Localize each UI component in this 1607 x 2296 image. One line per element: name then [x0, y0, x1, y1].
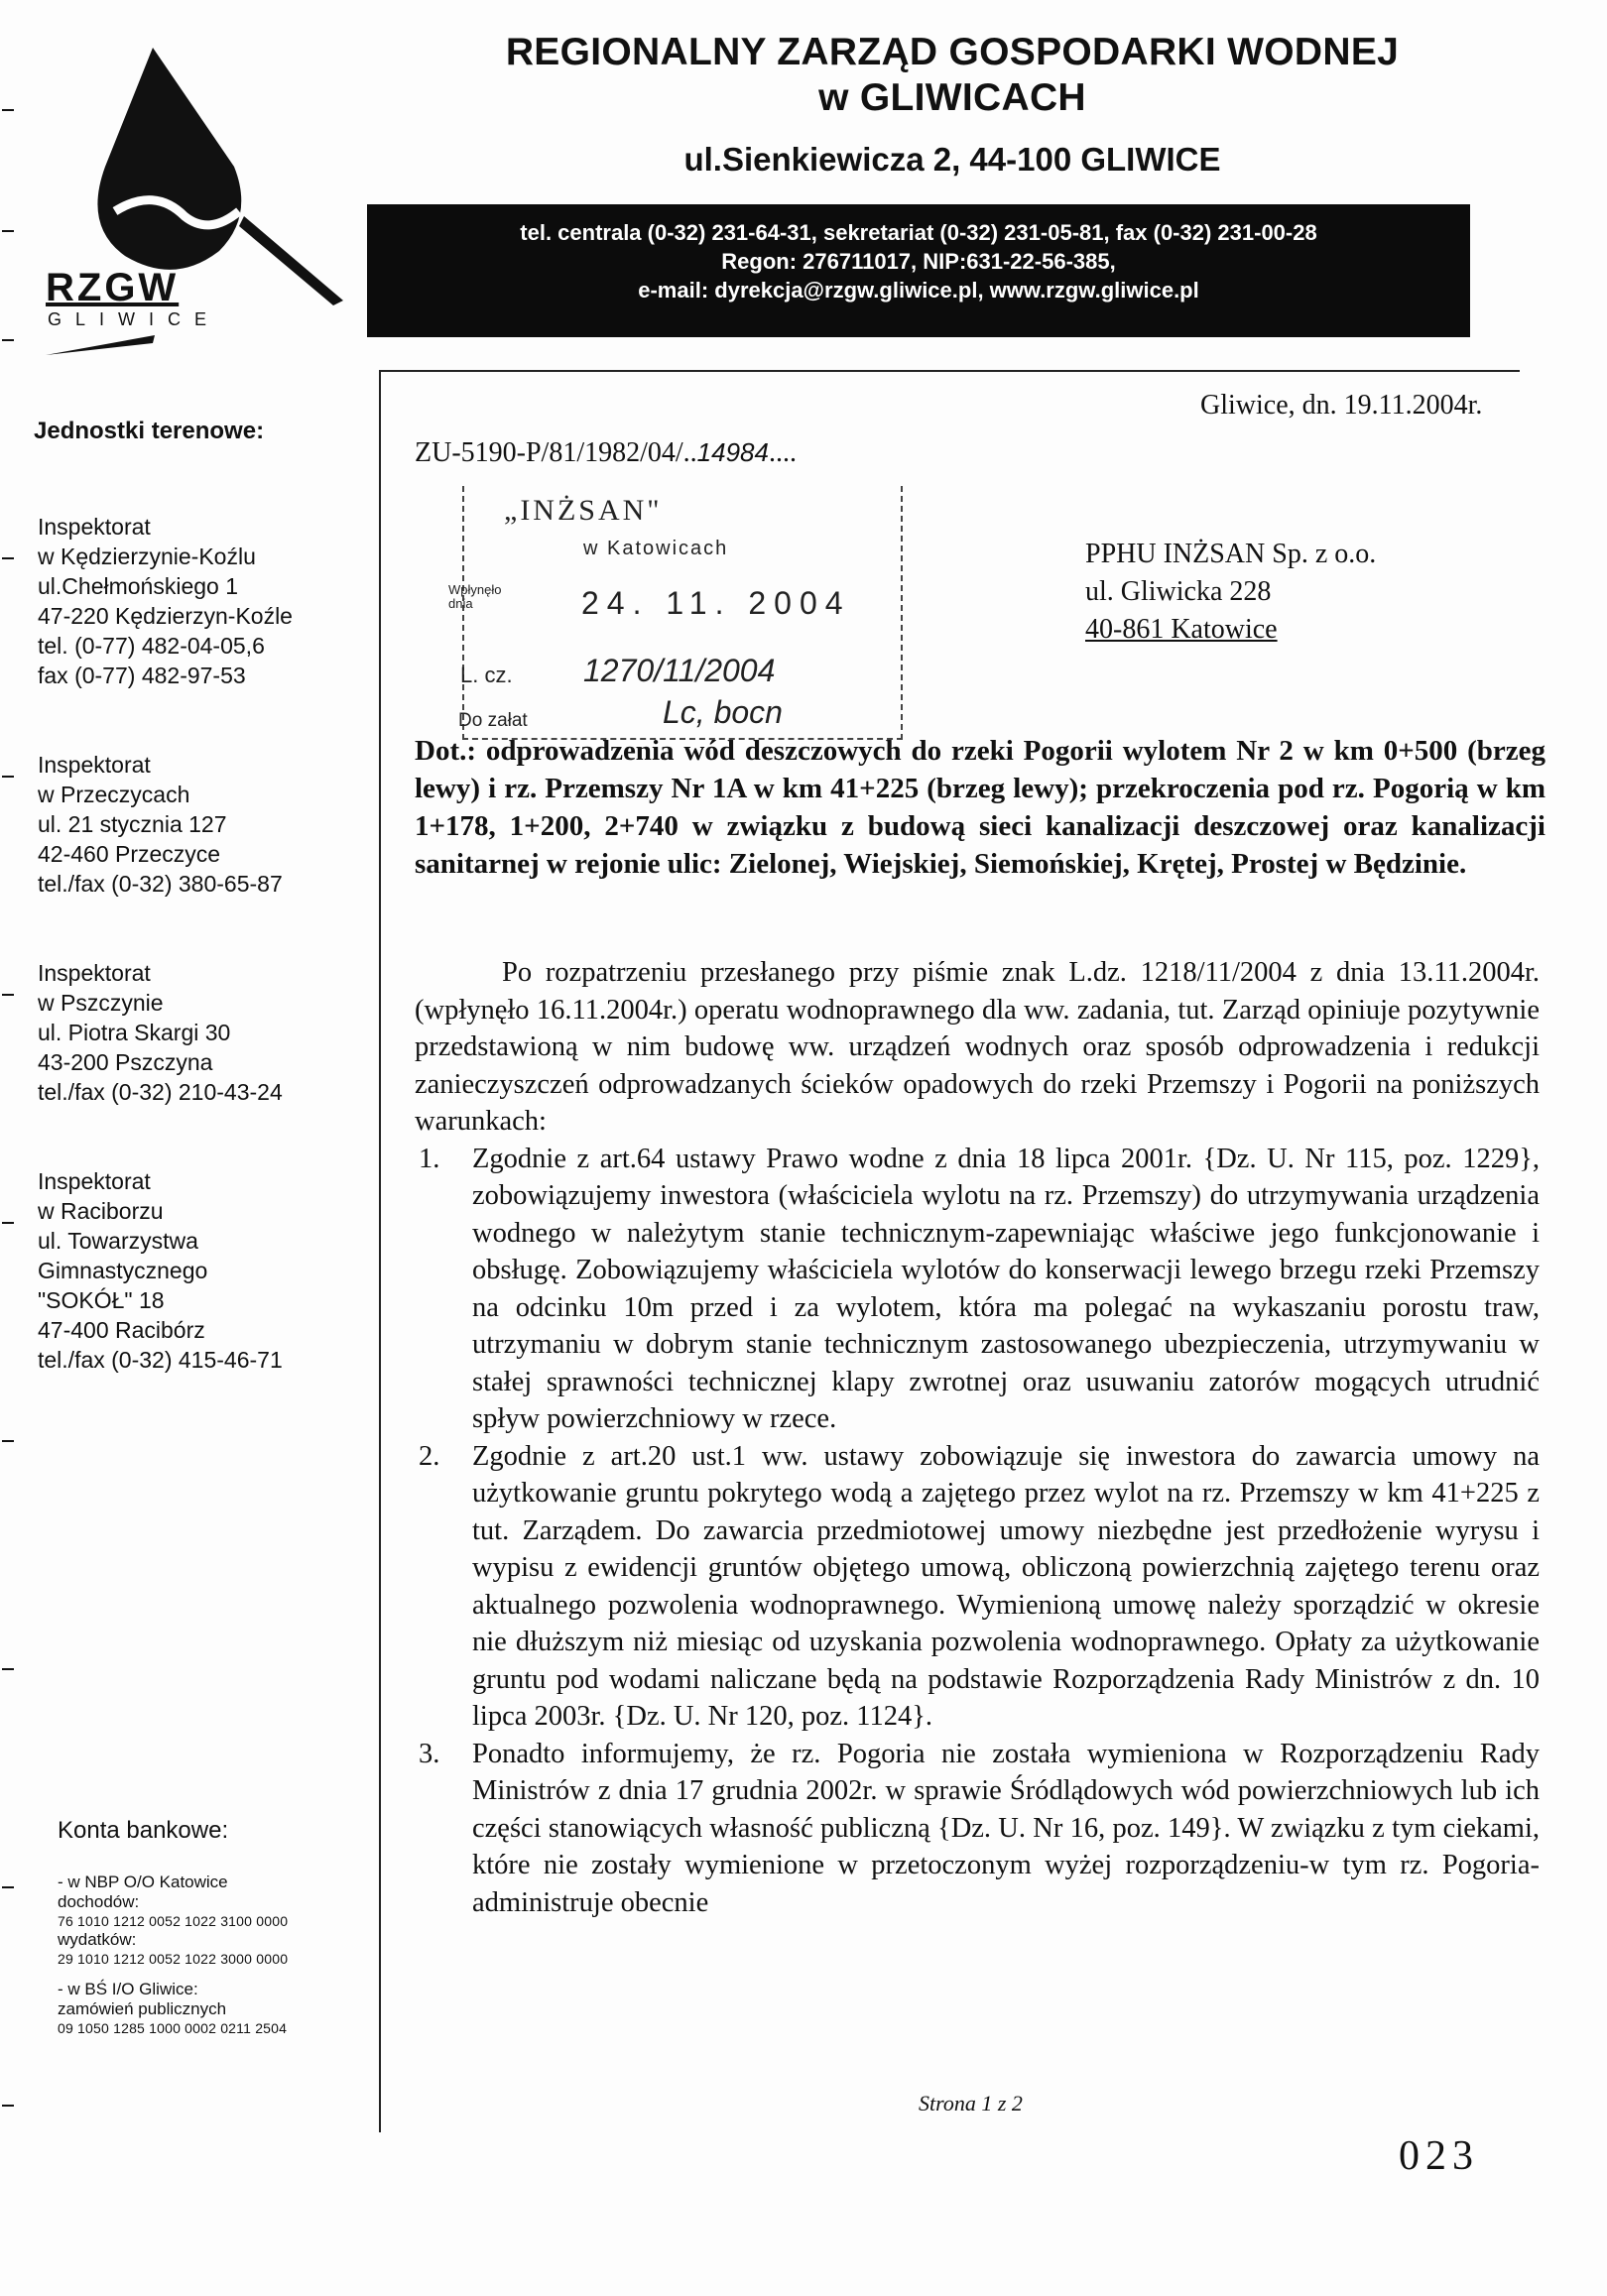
organization-address: ul.Sienkiewicza 2, 44-100 GLIWICE — [683, 141, 1221, 178]
unit-line: Gimnastycznego — [38, 1258, 208, 1283]
reference-dots: .... — [768, 437, 797, 468]
bank-expense-number: 29 1010 1212 0052 1022 3000 0000 — [58, 1951, 289, 1967]
bank-nbp-label: - w NBP O/O Katowice — [58, 1873, 228, 1891]
unit-line: 47-400 Racibórz — [38, 1317, 205, 1343]
sheet-number: 023 — [1399, 2133, 1479, 2179]
stamp-received-date: 24. 11. 2004 — [581, 585, 851, 621]
margin-mark — [2, 557, 14, 559]
recipient-address — [1085, 536, 1376, 649]
margin-mark — [2, 1886, 14, 1888]
unit-line: fax (0-77) 482-97-53 — [38, 663, 246, 688]
frame-top-line — [379, 370, 1520, 372]
unit-line: w Raciborzu — [38, 1198, 164, 1224]
condition-text: Zgodnie z art.20 ust.1 ww. ustawy zobowiązuje się inwestora do zawarcia umowy na użytkowanie gruntu pokrytego wodą a zajętego przez wylot na rz. Przemszy w km 41+225 z tut. Zarządem. Do zawarcia przedmiotowej umowy niezbędne jest przedłożenie wyrysu i wypisu z ewidencji gruntów objętego umową, obliczoną powierzchnią zajętego terenu oraz aktualnego pozwolenia wodnoprawnego. Wymienioną umowę należy sporządzić w okresie nie dłuższym niż miesiąc od uzyskania pozwolenia wodnoprawnego. Opłaty za użytkowanie gruntu pod wodami naliczane będą na podstawie Rozporządzenia Rady Ministrów z dn. 10 lipca 2003r. {Dz. U. Nr 120, poz. 1124}. — [472, 1440, 1540, 1732]
margin-mark — [2, 109, 14, 111]
bank-income-label: dochodów: — [58, 1892, 140, 1911]
condition-text: Ponadto informujemy, że rz. Pogoria nie została wymieniona w Rozporządzeniu Rady Ministrów z dnia 17 grudnia 2002r. w sprawie Śródlądowych wód powierzchniowych lub ich części stanowiących własność publiczną {Dz. U. Nr 16, poz. 149}. W związku z tym ciekami, które nie zostały wymienione w przetoczonym wyżej rozporządzeniu-w tym rz. Pogoria-administruje obecnie — [472, 1738, 1540, 1918]
contact-phones: tel. centrala (0-32) 231-64-31, sekretariat (0-32) 231-05-81, fax (0-32) 231-00-28 — [520, 220, 1317, 245]
unit-line: tel. (0-77) 482-04-05,6 — [38, 633, 265, 659]
stamp-attachments-label: Do załat — [458, 710, 528, 731]
subject-text: odprowadzenia wód deszczowych do rzeki Pogorii wylotem Nr 2 w km 0+500 (brzeg lewy) i rz. Przemszy Nr 1A w km 41+225 (brzeg lewy); przekroczenia pod rz. Pogorią w km 1+178, 1+200, 2+740 w związku z budową sieci kanalizacji deszczowej oraz kanalizacji sanitarnej w rejonie ulic: Zielonej, Wiejskiej, Siemońskiej, Krętej, Prostej w Będzinie. — [415, 735, 1546, 880]
margin-mark — [2, 1222, 14, 1224]
margin-mark — [2, 776, 14, 778]
stamp-received-label: Wpłynęło dnia — [448, 582, 502, 611]
stamp-company: „INŻSAN" — [504, 494, 663, 527]
logo-subtext: GLIWICE — [48, 309, 221, 329]
frame-left-line — [379, 372, 381, 2132]
unit-line: ul. Piotra Skargi 30 — [38, 1020, 231, 1045]
unit-line: 47-220 Kędzierzyn-Koźle — [38, 603, 293, 629]
stamp-attachments-value: Lc, bocn — [663, 694, 783, 730]
unit-pszczyna — [38, 958, 365, 1107]
unit-line: 43-200 Pszczyna — [38, 1049, 213, 1075]
bank-accounts — [58, 1817, 375, 2037]
bank-bs-purpose: zamówień publicznych — [58, 1999, 227, 2018]
margin-mark — [2, 230, 14, 232]
bank-title: Konta bankowe: — [58, 1817, 229, 1844]
recipient-line: 40-861 Katowice — [1085, 614, 1278, 645]
reference-number — [415, 437, 797, 469]
unit-line: ul. 21 stycznia 127 — [38, 811, 227, 837]
reference-text: ZU-5190-P/81/1982/04/.. — [415, 437, 697, 468]
recipient-line: PPHU INŻSAN Sp. z o.o. — [1085, 539, 1377, 569]
condition-item — [415, 1141, 1540, 1438]
place-date: Gliwice, dn. 19.11.2004r. — [1200, 390, 1483, 421]
unit-line: "SOKÓŁ" 18 — [38, 1287, 165, 1313]
letter-subject — [415, 732, 1545, 883]
condition-item — [415, 1736, 1540, 1922]
unit-line: tel./fax (0-32) 380-65-87 — [38, 871, 283, 897]
unit-line: tel./fax (0-32) 415-46-71 — [38, 1347, 283, 1373]
letter-body — [415, 954, 1540, 1921]
unit-line: 42-460 Przeczyce — [38, 841, 221, 867]
unit-line: w Kędzierzynie-Koźlu — [38, 544, 256, 569]
organization-name-line1: REGIONALNY ZARZĄD GOSPODARKI WODNEJ — [505, 31, 1400, 73]
sidebar-title: Jednostki terenowe: — [34, 418, 265, 444]
margin-mark — [2, 2105, 14, 2107]
unit-line: ul. Towarzystwa — [38, 1228, 198, 1254]
margin-mark — [2, 1440, 14, 1442]
bank-bs-number: 09 1050 1285 1000 0002 0211 2504 — [58, 2020, 288, 2036]
conditions-list — [415, 1141, 1540, 1922]
contact-ids: Regon: 276711017, NIP:631-22-56-385, — [721, 249, 1116, 274]
bank-income-number: 76 1010 1212 0052 1022 3100 0000 — [58, 1913, 289, 1929]
bank-expense-label: wydatków: — [58, 1930, 137, 1949]
unit-line: tel./fax (0-32) 210-43-24 — [38, 1079, 283, 1105]
condition-number: 3. — [419, 1738, 440, 1769]
contact-bar — [367, 204, 1470, 337]
unit-raciborz — [38, 1166, 365, 1375]
unit-line: Inspektorat — [38, 960, 151, 986]
unit-line: Inspektorat — [38, 514, 151, 540]
unit-przeczyce — [38, 750, 365, 899]
organization-name — [436, 30, 1468, 121]
margin-mark — [2, 339, 14, 341]
condition-number: 1. — [419, 1143, 440, 1174]
unit-line: w Przeczycach — [38, 782, 190, 807]
logo-text: RZGW — [46, 266, 180, 309]
organization-name-line2: w GLIWICACH — [818, 76, 1086, 119]
condition-item — [415, 1438, 1540, 1736]
margin-mark — [2, 1668, 14, 1670]
contact-web: e-mail: dyrekcja@rzgw.gliwice.pl, www.rzgw.gliwice.pl — [638, 278, 1199, 302]
unit-kedzierzyn — [38, 512, 365, 690]
bank-bs-label: - w BŚ I/O Gliwice: — [58, 1980, 198, 1998]
condition-text: Zgodnie z art.64 ustawy Prawo wodne z dnia 18 lipca 2001r. {Dz. U. Nr 115, poz. 1229}, zobowiązujemy inwestora (właściciela wylotu na rz. Przemszy) do utrzymywania urządzenia wodnego w należytym stanie technicznym-zapewniając właściwe jego funkcjonowanie i obsługę. Zobowiązujemy właściciela wylotów do konserwacji lewego brzegu rzeki Przemszy na odcinku 10m przed i za wylotem, która ma polegać na wykaszaniu porostu traw, utrzymaniu w dobrym stanie technicznym zastosowanego ubezpieczenia, utrzymywaniu w stałej sprawności technicznej klapy zwrotnej oraz usuwaniu zatorów mogących utrudnić spływ powierzchniowy w rzece. — [472, 1143, 1540, 1434]
unit-line: ul.Chełmońskiego 1 — [38, 573, 239, 599]
sidebar-units — [34, 417, 365, 1434]
stamp-lcz-value: 1270/11/2004 — [583, 653, 776, 688]
unit-line: Inspektorat — [38, 1168, 151, 1194]
subject-label: Dot.: — [415, 735, 477, 767]
intro-paragraph: Po rozpatrzeniu przesłanego przy piśmie znak L.dz. 1218/11/2004 z dnia 13.11.2004r. (wpłynęło 16.11.2004r.) operatu wodnoprawnego dla ww. zadania, tut. Zarząd opiniuje pozytywnie przedstawioną w nim budowę ww. urządzeń wodnych oraz sposób odprowadzenia i redukcji zanieczyszczeń odprowadzanych ścieków opadowych do rzeki Przemszy i Pogorii na poniższych warunkach: — [415, 957, 1540, 1137]
unit-line: w Pszczynie — [38, 990, 164, 1016]
condition-number: 2. — [419, 1440, 440, 1472]
recipient-line: ul. Gliwicka 228 — [1085, 576, 1272, 607]
stamp-lcz-label: L. cz. — [460, 663, 513, 687]
received-stamp — [448, 486, 903, 740]
unit-line: Inspektorat — [38, 752, 151, 778]
stamp-city: w Katowicach — [583, 538, 729, 559]
margin-mark — [2, 994, 14, 996]
reference-handwritten: 14984 — [696, 437, 769, 467]
page-number: Strona 1 z 2 — [919, 2091, 1023, 2115]
